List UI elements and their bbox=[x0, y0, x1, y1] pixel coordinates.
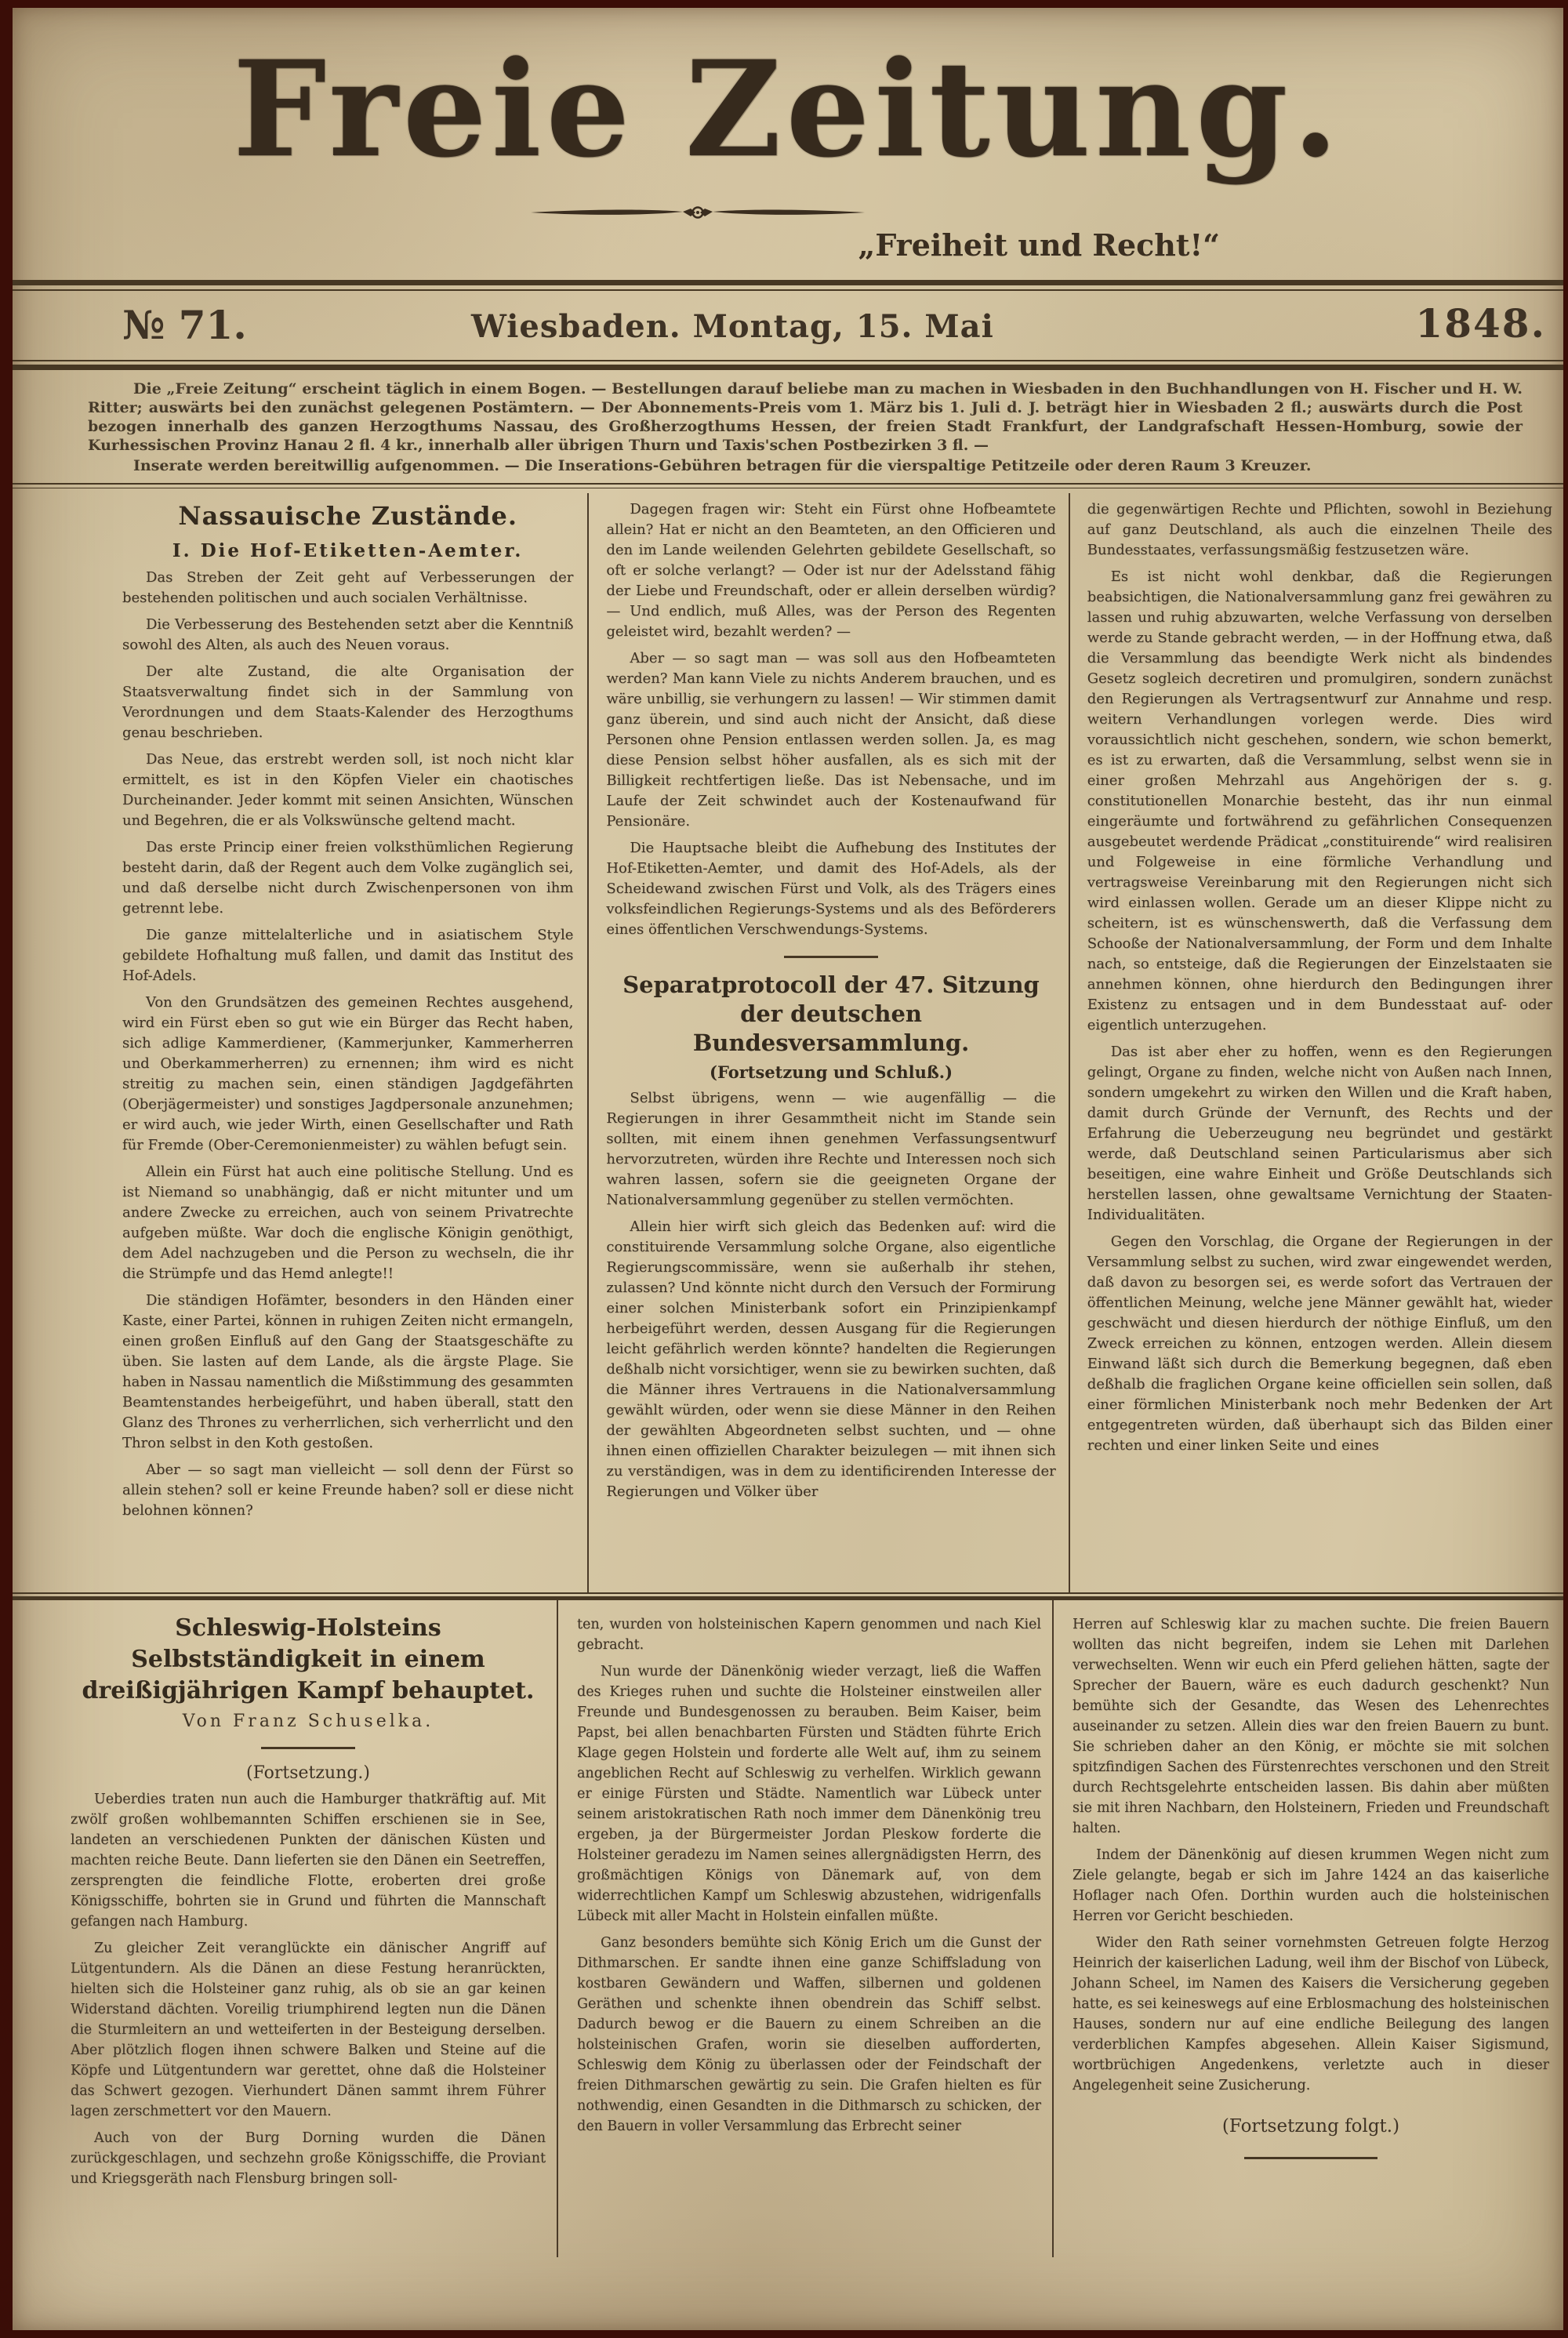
paragraph: Gegen den Vorschlag, die Organe der Regierungen in der Versammlung selbst zu suchen, wird zwar eingewendet werden, daß davon zu besorgen sei, es werde sofort das Vertrauen der öffentlichen Meinung, welche jene Männer gewählt hat, wieder geschwächt und diesen hierdurch der nöthige Einfluß, um den Zweck erreichen zu können, entzogen werden. Allein diesem Einwand läßt sich durch die Bemerkung begegnen, daß eben deßhalb die fraglichen Organe keine officiellen sein sollen, daß einer förmlichen Ministerbank noch mehr Bedenken der Art entgegentreten würden, daß überhaupt sich das Bilden einer rechten und einer linken Seite und eines bbox=[1087, 1233, 1552, 1454]
dateline-place-date: Wiesbaden. Montag, 15. Mai bbox=[471, 308, 994, 345]
column-2 bbox=[587, 493, 1068, 1592]
dateline bbox=[13, 291, 1563, 360]
paragraph: Von den Grundsätzen des gemeinen Rechtes ausgehend, wird ein Fürst eben so gut wie ein Bürger das Recht haben, sich adlige Kammerdiener, (Kammerjunker, Kammerherren und Oberkammerherren) zu ernennen; ihm wird es nicht streitig zu machen sein, einen ständigen Jagdgefährten (Oberjägermeister) und sonstiges Jagdpersonale anzunehmen; er wird auch, wie jeder Wirth, einen Gesellschafter und Rath für Fremde (Ober-Ceremonienmeister) zu wählen befugt sein. bbox=[122, 994, 574, 1153]
imprint-block bbox=[13, 370, 1563, 483]
column-3 bbox=[1069, 493, 1563, 1592]
ornament-divider-icon bbox=[13, 202, 1383, 223]
paragraph: Wider den Rath seiner vornehmsten Getreuen folgte Herzog Heinrich der kaiserlichen Ladung, weil ihm der Bischof von Lübeck, Johann Scheel, im Namen des Kaisers die Versicherung gegeben hatte, es sei keineswegs auf eine Erblosmachung des holsteinischen Hauses, sondern nur auf eine endliche Beilegung des langen verderblichen Kampfes abgesehen. Allein Kaiser Sigismund, wortbrüchigen Angedenkens, verletzte auch in dieser Angelegenheit seine Zusicherung. bbox=[1073, 1935, 1549, 2093]
paragraph: Indem der Dänenkönig auf diesen krummen Wegen nicht zum Ziele gelangte, begab er sich im Jahre 1424 an das kaiserliche Hoflager nach Ofen. Dorthin wurden auch die holsteinischen Herren vor Gericht beschieden. bbox=[1073, 1847, 1549, 1924]
paragraph: Auch von der Burg Dorning wurden die Dänen zurückgeschlagen, und sechzehn große Königsschiffe, die Proviant und Kriegsgeräth nach Flensburg bringen soll- bbox=[71, 2130, 546, 2187]
article1-title: Nassauische Zustände. bbox=[178, 501, 518, 531]
paragraph: Die Hauptsache bleibt die Aufhebung des Institutes der Hof-Etiketten-Aemter, und damit des Hof-Adels, als der Scheidewand zwischen Fürst und Volk, als des Trägers eines volksfeindlichen Regierungs-Systems und als des Beförderers eines öffentlichen Verschwendungs-Systems. bbox=[606, 840, 1056, 938]
continuation-footer: (Fortsetzung folgt.) bbox=[1221, 2116, 1400, 2137]
paragraph: Das Streben der Zeit geht auf Verbesserungen der bestehenden politischen und auch socialen Verhältnisse. bbox=[122, 569, 574, 606]
rule bbox=[13, 1592, 1563, 1594]
newspaper-page bbox=[13, 8, 1563, 2330]
paragraph: Das Neue, das erstrebt werden soll, ist noch nicht klar ermittelt, es ist in den Köpfen Vieler ein chaotisches Durcheinander. Jeder kommt mit seinen Ansichten, Wünschen und Begehren, die er als Volkswünsche geltend macht. bbox=[122, 751, 574, 829]
feuilleton-byline: Von Franz Schuselka. bbox=[182, 1712, 434, 1731]
paragraph: Das ist aber eher zu hoffen, wenn es den Regierungen gelingt, Organe zu finden, welche nicht von Außen nach Innen, sondern umgekehrt zu wirken den Willen und die Kraft haben, damit durch Gründe der Vernunft, des Rechts und der Erfahrung die Ueberzeugung neu begründet und gestärkt werde, daß Deutschland seinen Particularismus aber sich beseitigen, eine wahre Einheit und Größe Deutschlands sich herstellen lassen, ohne gewaltsame Vernichtung der Staaten-Individualitäten. bbox=[1087, 1044, 1552, 1223]
paragraph: Allein ein Fürst hat auch eine politische Stellung. Und es ist Niemand so unabhängig, daß er nicht mitunter und um andere Zwecke zu erreichen, auch von seinem Privatrechte aufgeben müßte. War doch die englische Königin genöthigt, dem Adel nachzugeben und die Person zu wechseln, die ihr die Strümpfe und das Hemd anlegte!! bbox=[122, 1164, 574, 1282]
rule bbox=[13, 280, 1563, 285]
paragraph: Zu gleicher Zeit veranglückte ein dänischer Angriff auf Lütgentundern. Als die Dänen an diese Festung heranrückten, hielten sich die Holsteiner ganz ruhig, als ob sie an gar keinen Widerstand dächten. Voreilig triumphirend legten nun die Dänen die Sturmleitern an und wetteiferten in der Besteigung derselben. Aber plötzlich flogen ihnen schwere Balken und Steine auf die Köpfe und Lütgentundern war gerettet, ohne daß die Holsteiner das Schwert gezogen. Vierhundert Dänen sammt ihrem Führer lagen zerschmettert vor den Mauern. bbox=[71, 1940, 546, 2119]
article2-title: Separatprotocoll der 47. Sitzung der deutschen Bundesversammlung. bbox=[622, 971, 1040, 1056]
rule bbox=[13, 483, 1563, 485]
rule bbox=[13, 365, 1563, 370]
paragraph: Aber — so sagt man vielleicht — soll denn der Fürst so allein stehen? soll er keine Freunde haben? soll er diese nicht belohnen können? bbox=[122, 1461, 574, 1519]
imprint-line: Die „Freie Zeitung“ erscheint täglich in einem Bogen. — Bestellungen darauf beliebe man zu machen in Wiesbaden in den Buchhandlungen von H. Fischer und H. W. Ritter; auswärts bei den zunächst gelegenen Postämtern. — Der Abonnements-Preis vom 1. März bis 1. Juli d. J. beträgt hier in Wiesbaden 2 fl.; auswärts durch die Post bezogen innerhalb des ganzen Herzogthums Nassau, des Großherzogthums Hessen, der freien Stadt Frankfurt, der Landgrafschaft Hessen-Homburg, sowie der Kurhessischen Provinz Hanau 2 fl. 4 kr., innerhalb aller übrigen Thurn und Taxis'schen Postbezirken 3 fl. — bbox=[88, 380, 1523, 454]
paragraph: Ueberdies traten nun auch die Hamburger thatkräftig auf. Mit zwölf großen wohlbemannten Schiffen erschienen sie in See, landeten an verschiedenen Punkten der dänischen Küsten und machten reiche Beute. Dann lieferten sie den Dänen ein Seetreffen, zersprengten die feindliche Flotte, eroberten drei große Königsschiffe, bohrten sie in Grund und führten die Mannschaft gefangen nach Hamburg. bbox=[71, 1792, 546, 1930]
paragraph: Die Verbesserung des Bestehenden setzt aber die Kenntniß sowohl des Alten, als auch des Neuen voraus. bbox=[122, 616, 574, 653]
paragraph: Allein hier wirft sich gleich das Bedenken auf: wird die constituirende Versammlung solche Organe, also eigentliche Regierungscommissäre, wenn sie außerhalb ihr stehen, zulassen? Und könnte nicht durch den Versuch der Formirung einer solchen Ministerbank sofort ein Prinzipienkampf herbeigeführt werden, dessen Ausgang für die Regierungen leicht gefährlich werden könnte? handelten die Regierungen deßhalb nicht vorsichtiger, wenn sie zu bewirken suchten, daß die Männer ihres Vertrauens in die Nationalversammlung gewählt würden, oder wenn sie diese Männer in den Reihen der gewählten Abgeordneten selbst suchten, und — ohne ihnen einen offiziellen Charakter beizulegen — mit ihnen sich zu verständigen, was in dem zu identificirenden Interesse der Regierungen und Völker über bbox=[606, 1218, 1056, 1500]
paragraph: Die ganze mittelalterliche und in asiatischem Style gebildete Hofhaltung muß fallen, und damit das Institut des Hof-Adels. bbox=[122, 927, 574, 984]
dateline-year: 1848. bbox=[1415, 300, 1546, 347]
divider-rule bbox=[261, 1747, 355, 1749]
feuilleton-column-1 bbox=[71, 1600, 557, 2257]
paragraph: Dagegen fragen wir: Steht ein Fürst ohne Hofbeamtete allein? Hat er nicht an den Beamteten, an den Officieren und den im Lande weilenden Gelehrten gebildete Gesellschaft, so oft er solche verlangt? — Oder ist nur der Adelsstand fähig der Liebe und Freundschaft, oder er allein derselben würdig? — Und endlich, muß Alles, was der Person des Regenten geleistet wird, bezahlt werden? — bbox=[606, 501, 1056, 640]
feuilleton-column-3 bbox=[1052, 1600, 1562, 2257]
paragraph: Ganz besonders bemühte sich König Erich um die Gunst der Dithmarschen. Er sandte ihnen eine ganze Schiffsladung von kostbaren Gewändern und Waffen, silbernen und goldenen Geräthen und schenkte ihnen obendrein das Schiff selbst. Dadurch bewog er die Bauern zu einem Schreiben an die holsteinischen Grafen, worin sie dieselben aufforderten, Schleswig dem König zu überlassen oder der Feindschaft der freien Dithmarschen gewärtig zu sein. Die Grafen hielten es für nothwendig, einen Gesandten in die Dithmarsch zu schicken, der den Bauern in voller Versammlung das Erbrecht seiner bbox=[577, 1935, 1041, 2134]
column-1 bbox=[122, 493, 587, 1592]
newspaper-motto: „Freiheit und Recht!“ bbox=[858, 227, 1220, 263]
paragraph: Nun wurde der Dänenkönig wieder verzagt, ließ die Waffen des Krieges ruhen und suchte die Holsteiner einstweilen aller Freunde und Bundesgenossen zu berauben. Beim Kaiser, beim Papst, bei allen benachbarten Fürsten und Städten führte Erich Klage gegen Holstein und forderte alle Welt auf, ihm zu seinem angeblichen Recht auf Schleswig zu verhelfen. Wirklich gewann er einige Fürsten und Städte. Namentlich war Lübeck unter seinem aristokratischen Rath noch immer dem Dänenkönig treu ergeben, ja der Bürgermeister Jordan Pleskow forderte die Holsteiner geradezu im Namen seines allergnädigsten Herrn, des großmächtigen Königs von Dänemark auf, von dem widerrechtlichen Kampf um Schleswig abzustehen, widrigenfalls Lübeck mit aller Macht in Holstein einfallen müßte. bbox=[577, 1664, 1041, 1924]
paragraph: Aber — so sagt man — was soll aus den Hofbeamteten werden? Man kann Viele zu nichts Anderem brauchen, und es wäre unbillig, sie verhungern zu lassen! — Wir stimmen damit ganz überein, und sind auch nicht der Ansicht, daß diese Personen ohne Pension entlassen werden sollen. Ja, es mag diese Pension selbst höher ausfallen, als es sich mit der Billigkeit rechtfertigen ließe. Das ist Nebensache, und im Laufe der Zeit schwindet auch der Kostenaufwand für Pensionäre. bbox=[606, 650, 1056, 830]
rule bbox=[13, 360, 1563, 361]
masthead bbox=[13, 27, 1563, 263]
continuation-note: (Fortsetzung.) bbox=[246, 1763, 370, 1783]
divider-rule bbox=[784, 956, 878, 958]
imprint-line: Inserate werden bereitwillig aufgenommen. — Die Inserations-Gebühren betragen für die vierspaltige Petitzeile oder deren Raum 3 Kreuzer. bbox=[133, 457, 1312, 474]
main-section bbox=[13, 493, 1563, 1592]
issue-number: № 71. bbox=[122, 302, 247, 348]
paragraph: Das erste Princip einer freien volksthümlichen Regierung besteht darin, daß der Regent auch dem Volke zugänglich sei, und daß derselbe nicht durch Zwischenpersonen von ihm getrennt lebe. bbox=[122, 839, 574, 917]
feuilleton-column-2 bbox=[557, 1600, 1052, 2257]
newspaper-title: Freie Zeitung. bbox=[232, 31, 1344, 187]
paragraph: Herren auf Schleswig klar zu machen suchte. Die freien Bauern wollten das nicht begreifen, indem sie Lehen mit Darlehen verwechselten. Wenn wir euch ein Pferd geliehen hätten, sagte der Sprecher der Bauern, wäre es euch dadurch geschenkt? Nun bemühte sich der Gesandte, das Wesen des Lehenrechtes auseinander zu setzen. Allein dies war den freien Bauern zu bunt. Sie schrieben daher an den König, er möchte sie mit solchen spitzfindigen Sachen des Fürstenrechtes verschonen und den Streit durch Rechtsgelehrte entscheiden lassen. Bis dahin aber müßten sie mit ihren Nachbarn, den Holsteinern, Frieden und Freundschaft halten. bbox=[1073, 1617, 1549, 1836]
divider-rule bbox=[1244, 2157, 1377, 2159]
feuilleton-title: Schleswig-Holsteins Selbstständigkeit in einem dreißigjährigen Kampf behauptet. bbox=[82, 1614, 535, 1704]
paragraph: Der alte Zustand, die alte Organisation der Staatsverwaltung findet sich in der Sammlung von Verordnungen und dem Staats-Kalender des Herzogthums genau beschrieben. bbox=[122, 663, 574, 741]
article2-subtitle: (Fortsetzung und Schluß.) bbox=[710, 1062, 953, 1082]
feuilleton-section bbox=[13, 1600, 1563, 2257]
paragraph: Es ist nicht wohl denkbar, daß die Regierungen beabsichtigen, die Nationalversammlung ganz frei gewähren zu lassen und ruhig abzuwarten, welche Verfassung von derselben werde zu Stande gebracht werden, — in der Hoffnung etwa, daß die Versammlung das beendigte Werk nicht als bindendes Gesetz sogleich decretiren und promulgiren, sondern zunächst den Regierungen als Vertragsentwurf zur Annahme und resp. weitern Verhandlungen vorlegen werde. Dies wird voraussichtlich nicht geschehen, sondern, wie schon bemerkt, es ist zu erwarten, daß die Versammlung, selbst wenn sie in einer großen Mehrzahl aus Angehörigen der s. g. constitutionellen Monarchie besteht, das ihr nun einmal eingeräumte und fortwährend zu gefährlichen Consequenzen ausgebeutet werdende Prädicat „constituirende“ wird realisiren und Folgeweise in eine förmliche Verhandlung und vertragsweise Vereinbarung mit den Regierungen nicht sich wird einlassen wollen. Gerade um an dieser Klippe nicht zu scheitern, ist es wünschenswerth, daß die Verfassung dem Schooße der Nationalversammlung, der Form und dem Inhalte nach, so entsteige, daß die Regierungen der Einzelstaaten sie annehmen können, ohne hierdurch den Bedingungen ihrer Existenz zu entsagen und in dem Bundesstaat auf- oder eigentlich unterzugehen. bbox=[1087, 568, 1552, 1033]
article1-subtitle: I. Die Hof-Etiketten-Aemter. bbox=[172, 540, 524, 561]
paragraph: ten, wurden von holsteinischen Kapern genommen und nach Kiel gebracht. bbox=[577, 1617, 1041, 1653]
paragraph: Die ständigen Hofämter, besonders in den Händen einer Kaste, einer Partei, können in ruhigen Zeiten nicht ermangeln, einen großen Einfluß auf den Gang der Staatsgeschäfte zu üben. Sie lasten auf dem Lande, als die ärgste Plage. Sie haben in Nassau namentlich die Mißstimmung des gesammten Beamtenstandes herbeigeführt, und haben überall, statt den Glanz des Thrones zu verherrlichen, sich verherrlicht und den Thron selbst in den Koth gestoßen. bbox=[122, 1292, 574, 1451]
paragraph: Selbst übrigens, wenn — wie augenfällig — die Regierungen in ihrer Gesammtheit nicht im Stande sein sollten, mit einem ihnen genehmen Verfassungsentwurf hervorzutreten, würden ihre Rechte und Interessen noch sich wahren lassen, sofern sie die geeigneten Organe der Nationalversammlung gegenüber zu stellen vermöchten. bbox=[606, 1090, 1056, 1208]
paragraph: die gegenwärtigen Rechte und Pflichten, sowohl in Beziehung auf ganz Deutschland, als auch die einzelnen Theile des Bundesstaates, verfassungsmäßig festzusetzen wäre. bbox=[1087, 501, 1552, 558]
